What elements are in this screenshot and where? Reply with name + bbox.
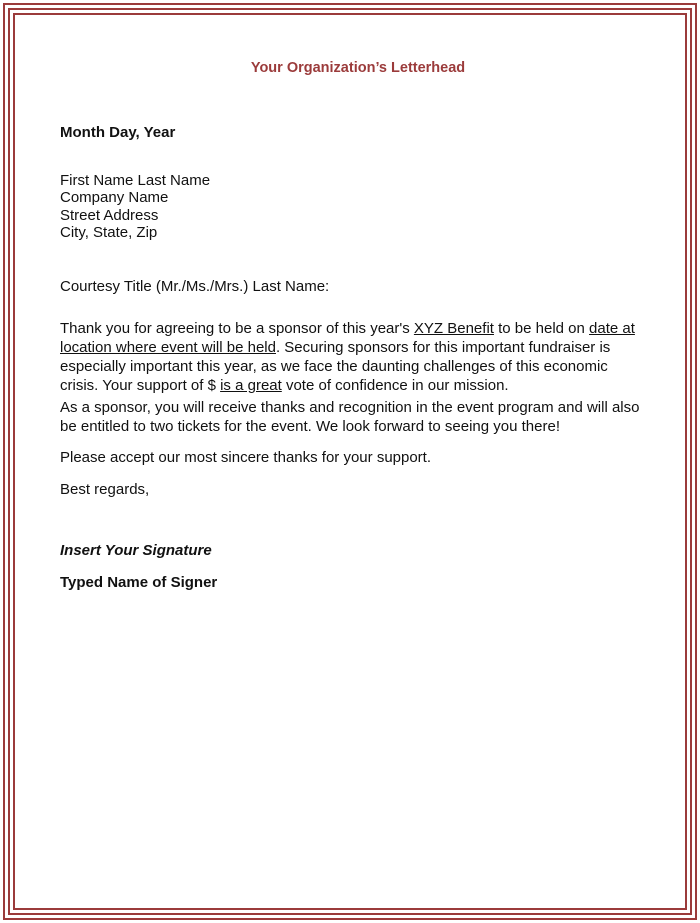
body-paragraph-3: Please accept our most sincere thanks for your support. [60,449,432,466]
body-paragraph-2: As a sponsor, you will receive thanks and recognition in the event program and will also be entitled to two tickets for the event. We look forward to seeing you there! [60,399,640,435]
letter-date: Month Day, Year [60,124,176,141]
amount-placeholder: is a great [220,377,282,394]
letterhead-title: Your Organization’s Letterhead [250,60,466,76]
recipient-address [60,172,210,241]
p1-text-a: Thank you for agreeing to be a sponsor of this year's [60,320,414,337]
date-location-placeholder: date at location where event will be held [60,320,635,356]
event-name-placeholder: XYZ Benefit [413,320,494,337]
closing: Best regards, [60,481,150,498]
p1-text-d: vote of confidence in our mission. [281,377,509,394]
salutation: Courtesy Title (Mr./Ms./Mrs.) Last Name: [60,278,330,295]
body-paragraph-1 [60,319,645,395]
p1-text-b: to be held on [493,320,590,337]
recipient-street: Street Address [60,206,159,224]
recipient-city-state-zip: City, State, Zip [60,223,158,241]
recipient-company: Company Name [60,189,169,207]
recipient-name: First Name Last Name [60,172,211,189]
signature-placeholder: Insert Your Signature [60,542,212,559]
p1-text-c: . Securing sponsors for this important fundraiser is especially important this year, as we face the daunting challenges of this economic crisis. Your support of $ [60,339,611,394]
signer-name: Typed Name of Signer [60,574,218,591]
